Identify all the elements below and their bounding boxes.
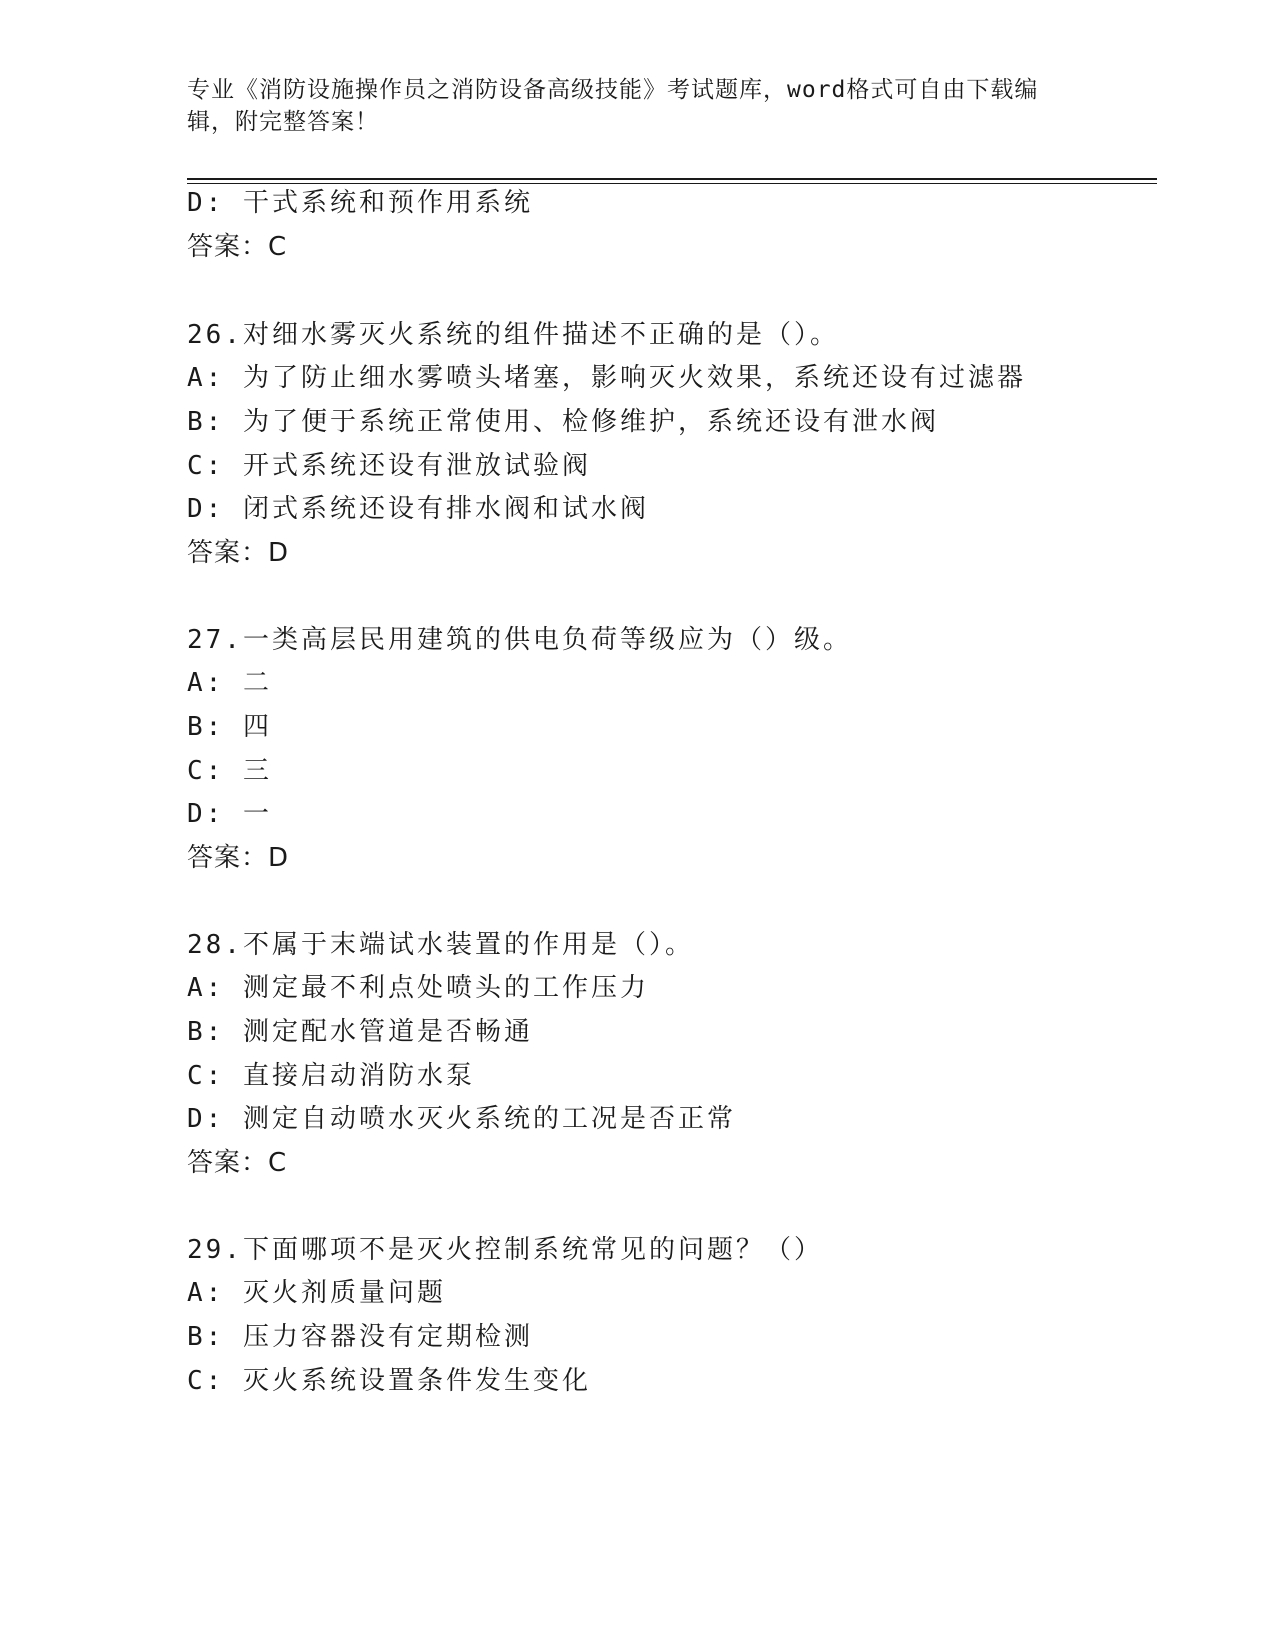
document-header: [187, 74, 1067, 138]
option-b: B: 为了便于系统正常使用、检修维护，系统还设有泄水阀: [187, 407, 939, 437]
option-a: A: 二: [187, 668, 272, 698]
option-c: C: 灭火系统设置条件发生变化: [187, 1366, 591, 1396]
option-a: A: 灭火剂质量问题: [187, 1278, 446, 1308]
question-stem: 29.下面哪项不是灭火控制系统常见的问题？（）: [187, 1235, 823, 1265]
option-b: B: 测定配水管道是否畅通: [187, 1017, 533, 1047]
option-d: D: 一: [187, 799, 272, 829]
header-line-1: 专业《消防设施操作员之消防设备高级技能》考试题库，word格式可自由下载编: [187, 77, 1039, 103]
header-line-2: 辑，附完整答案！: [187, 109, 379, 135]
option-a: A: 为了防止细水雾喷头堵塞，影响灭火效果，系统还设有过滤器: [187, 363, 1026, 393]
option-b: B: 压力容器没有定期检测: [187, 1322, 533, 1352]
answer: 答案：D: [187, 843, 290, 873]
option-c: C: 三: [187, 756, 272, 786]
option-d: D: 闭式系统还设有排水阀和试水阀: [187, 494, 649, 524]
option-c: C: 开式系统还设有泄放试验阀: [187, 451, 591, 481]
option-c: C: 直接启动消防水泵: [187, 1061, 475, 1091]
question-stem: 26.对细水雾灭火系统的组件描述不正确的是（）。: [187, 320, 839, 350]
header-divider-thick: [187, 178, 1157, 180]
answer: 答案：C: [187, 232, 288, 262]
option-a: A: 测定最不利点处喷头的工作压力: [187, 973, 649, 1003]
question-stem: 28.不属于末端试水装置的作用是（）。: [187, 930, 694, 960]
question-stem: 27.一类高层民用建筑的供电负荷等级应为（）级。: [187, 625, 852, 655]
option-b: B: 四: [187, 712, 272, 742]
answer: 答案：D: [187, 538, 290, 568]
header-divider-thin: [187, 183, 1157, 184]
option-d: D: 测定自动喷水灭火系统的工况是否正常: [187, 1104, 736, 1134]
answer: 答案：C: [187, 1148, 288, 1178]
option-d: D: 干式系统和预作用系统: [187, 188, 533, 218]
